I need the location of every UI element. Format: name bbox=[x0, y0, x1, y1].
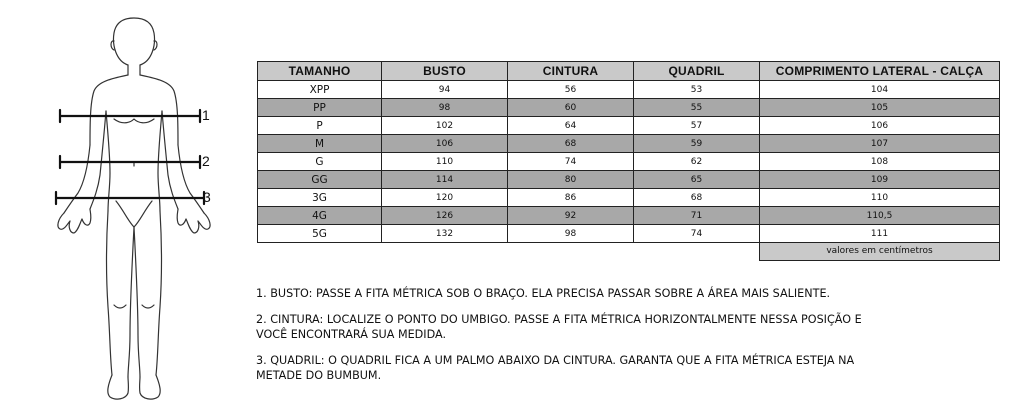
cell-cintura: 68 bbox=[508, 135, 634, 153]
cell-busto: 110 bbox=[382, 153, 508, 171]
cell-busto: 120 bbox=[382, 189, 508, 207]
cell-comprimento: 104 bbox=[760, 81, 1000, 99]
measurement-instructions bbox=[256, 286, 896, 394]
cell-cintura: 74 bbox=[508, 153, 634, 171]
marker-label-bust: 1 bbox=[202, 107, 210, 123]
units-note: valores em centímetros bbox=[760, 243, 1000, 261]
cell-comprimento: 105 bbox=[760, 99, 1000, 117]
cell-busto: 132 bbox=[382, 225, 508, 243]
instruction-hip: 3. QUADRIL: O QUADRIL FICA A UM PALMO ABAIXO DA CINTURA. GARANTA QUE A FITA MÉTRICA ESTEJA NA METADE DO BUMBUM. bbox=[256, 354, 855, 382]
cell-cintura: 64 bbox=[508, 117, 634, 135]
instruction-bust: 1. BUSTO: PASSE A FITA MÉTRICA SOB O BRAÇO. ELA PRECISA PASSAR SOBRE A ÁREA MAIS SALIENTE. bbox=[256, 287, 831, 300]
header-comprimento-lateral: COMPRIMENTO LATERAL - CALÇA bbox=[760, 62, 1000, 81]
table-row bbox=[258, 171, 1000, 189]
cell-size: P bbox=[258, 117, 382, 135]
cell-quadril: 65 bbox=[634, 171, 760, 189]
table-row bbox=[258, 99, 1000, 117]
cell-quadril: 74 bbox=[634, 225, 760, 243]
cell-busto: 94 bbox=[382, 81, 508, 99]
cell-cintura: 92 bbox=[508, 207, 634, 225]
cell-size: 3G bbox=[258, 189, 382, 207]
cell-busto: 126 bbox=[382, 207, 508, 225]
cell-busto: 98 bbox=[382, 99, 508, 117]
table-row bbox=[258, 135, 1000, 153]
instruction-waist: 2. CINTURA: LOCALIZE O PONTO DO UMBIGO. PASSE A FITA MÉTRICA HORIZONTALMENTE NESSA POSIÇÃO E VOCÊ ENCONTRARÁ SUA MEDIDA. bbox=[256, 313, 862, 341]
header-cintura: CINTURA bbox=[508, 62, 634, 81]
cell-size: GG bbox=[258, 171, 382, 189]
cell-comprimento: 106 bbox=[760, 117, 1000, 135]
cell-size: G bbox=[258, 153, 382, 171]
table-row bbox=[258, 189, 1000, 207]
cell-quadril: 71 bbox=[634, 207, 760, 225]
cell-cintura: 56 bbox=[508, 81, 634, 99]
cell-size: M bbox=[258, 135, 382, 153]
cell-quadril: 55 bbox=[634, 99, 760, 117]
cell-comprimento: 110 bbox=[760, 189, 1000, 207]
cell-busto: 102 bbox=[382, 117, 508, 135]
table-header-row bbox=[258, 62, 1000, 81]
cell-size: 4G bbox=[258, 207, 382, 225]
cell-comprimento: 109 bbox=[760, 171, 1000, 189]
cell-cintura: 86 bbox=[508, 189, 634, 207]
hip-measure-line bbox=[56, 192, 204, 204]
marker-label-waist: 2 bbox=[202, 153, 210, 169]
header-busto: BUSTO bbox=[382, 62, 508, 81]
marker-label-hip: 3 bbox=[203, 189, 211, 205]
bust-measure-line bbox=[60, 110, 200, 122]
body-outline-drawing bbox=[50, 15, 220, 405]
units-spacer bbox=[258, 243, 760, 261]
units-note-row bbox=[258, 243, 1000, 261]
cell-comprimento: 111 bbox=[760, 225, 1000, 243]
table-row bbox=[258, 117, 1000, 135]
cell-comprimento: 107 bbox=[760, 135, 1000, 153]
cell-quadril: 57 bbox=[634, 117, 760, 135]
cell-size: XPP bbox=[258, 81, 382, 99]
header-tamanho: TAMANHO bbox=[258, 62, 382, 81]
table-row bbox=[258, 153, 1000, 171]
cell-quadril: 62 bbox=[634, 153, 760, 171]
cell-size: PP bbox=[258, 99, 382, 117]
table-row bbox=[258, 225, 1000, 243]
cell-quadril: 53 bbox=[634, 81, 760, 99]
table-row bbox=[258, 207, 1000, 225]
table-row bbox=[258, 81, 1000, 99]
header-quadril: QUADRIL bbox=[634, 62, 760, 81]
cell-cintura: 98 bbox=[508, 225, 634, 243]
cell-busto: 114 bbox=[382, 171, 508, 189]
cell-cintura: 60 bbox=[508, 99, 634, 117]
body-figure-illustration bbox=[50, 15, 220, 405]
cell-cintura: 80 bbox=[508, 171, 634, 189]
cell-busto: 106 bbox=[382, 135, 508, 153]
cell-size: 5G bbox=[258, 225, 382, 243]
cell-comprimento: 110,5 bbox=[760, 207, 1000, 225]
cell-quadril: 68 bbox=[634, 189, 760, 207]
cell-quadril: 59 bbox=[634, 135, 760, 153]
cell-comprimento: 108 bbox=[760, 153, 1000, 171]
size-table bbox=[257, 61, 1000, 261]
